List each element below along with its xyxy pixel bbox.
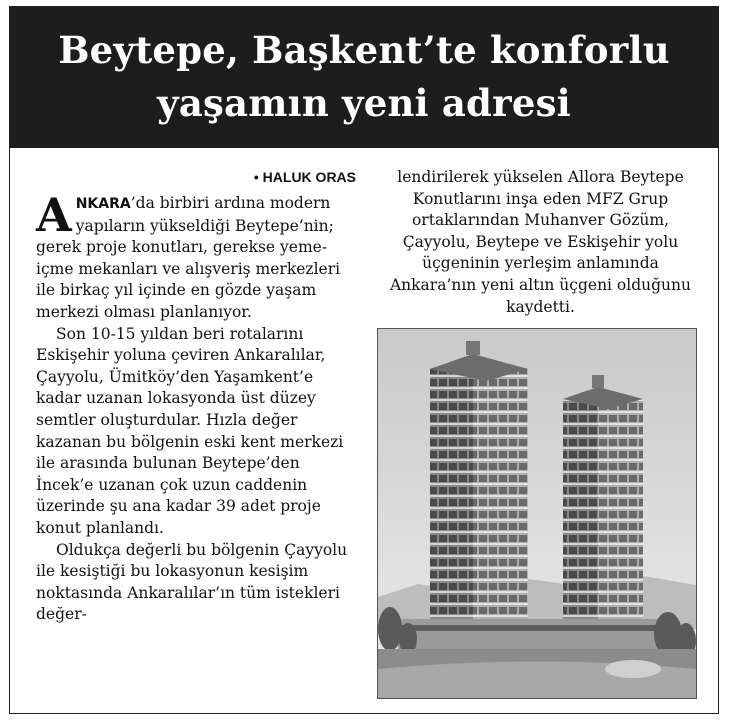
headline-line-1: Beytepe, Başkent’te konforlu bbox=[58, 28, 670, 72]
left-column bbox=[36, 167, 356, 626]
left-tower-front bbox=[473, 354, 528, 629]
article bbox=[9, 6, 719, 714]
headline-line-2: yaşamın yeni adresi bbox=[157, 81, 571, 125]
byline: • HALUK ORAS bbox=[253, 169, 356, 185]
right-column bbox=[383, 167, 698, 318]
headline bbox=[10, 7, 718, 130]
paragraph-2: Son 10-15 yıldan beri rotalarını Eskişehir yoluna çeviren Ankaralılar, Çayyolu, Ümitköy’den Yaşamkent’e kadar uzanan lokasyonda üst düzey semtler oluşturdular. Hızla değer kazanan bu bölgenin eski kent merkezi ile arasında bulunan Beytepe’den İncek’e uzanan çok uzun caddenin üzerinde şu ana kadar 39 adet proje konut planlandı. bbox=[36, 324, 344, 537]
drop-cap: A bbox=[36, 188, 72, 242]
right-tower-front bbox=[598, 387, 643, 629]
podium bbox=[398, 619, 678, 649]
left-tower-side bbox=[430, 354, 473, 629]
building-photo bbox=[377, 328, 697, 699]
paragraph-1-text: ’da birbiri ardına modern yapıların yükseldiği Beytepe’nin; gerek proje konutları, gerekse yeme-içme mekanları ve alışveriş merkezleri ile birkaç yıl içinde en gözde yaşam merkezi olması planlanıyor. bbox=[36, 194, 341, 321]
lead-word: NKARA bbox=[75, 196, 131, 212]
paragraph-4: lendirilerek yükselen Allora Beytepe Konutlarını inşa eden MFZ Grup ortaklarından Muhanver Gözüm, Çayyolu, Beytepe ve Eskişehir yolu üçgeninin yerleşim anlamında Ankara’nın yeni altın üçgeni olduğunu kaydetti. bbox=[389, 168, 692, 316]
right-tower-side bbox=[563, 387, 598, 629]
towers-illustration bbox=[378, 329, 696, 698]
headline-banner bbox=[10, 7, 718, 148]
paragraph-1 bbox=[36, 188, 356, 324]
paragraph-3: Oldukça değerli bu bölgenin Çayyolu ile kesiştiği bu lokasyonun kesişim noktasında Ankaralılar’ın tüm istekleri değer- bbox=[36, 540, 348, 624]
